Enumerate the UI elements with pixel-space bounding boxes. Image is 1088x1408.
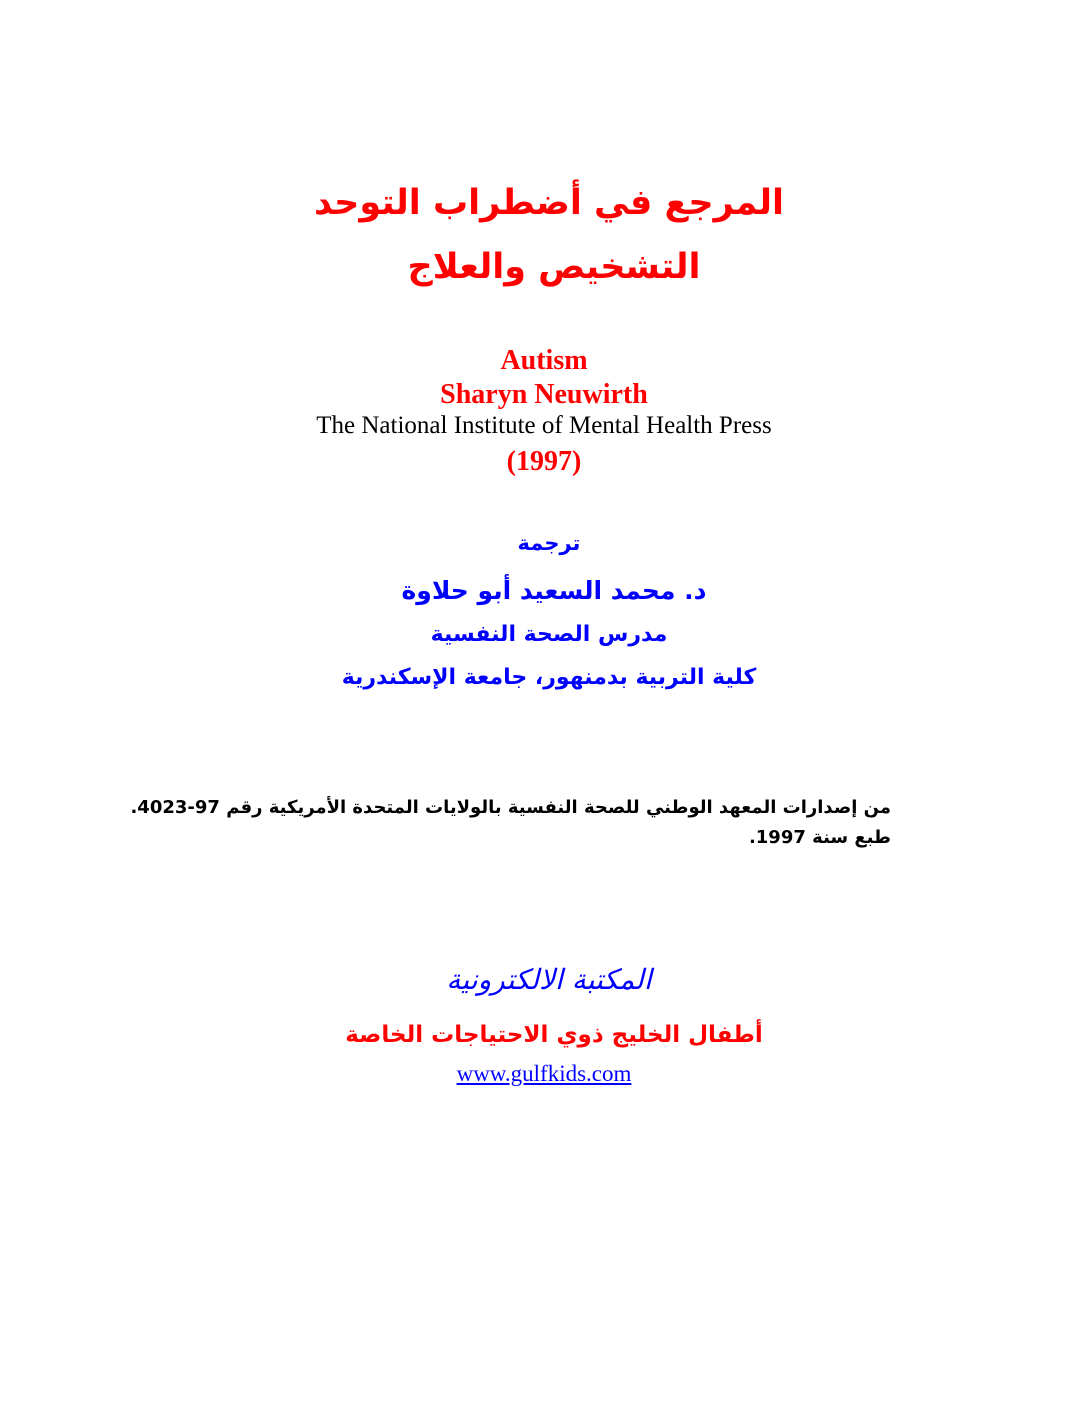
publication-year: (1997) xyxy=(506,446,582,477)
english-author: Sharyn Neuwirth xyxy=(440,379,648,410)
english-book-title: Autism xyxy=(500,345,588,376)
translator-affiliation: كلية التربية بدمنهور، جامعة الإسكندرية xyxy=(341,665,757,690)
translator-name: د. محمد السعيد أبو حلاوة xyxy=(401,576,707,605)
publication-note-line-1: من إصدارات المعهد الوطني للصحة النفسية بالولايات المتحدة الأمريكية رقم 97-4023. xyxy=(130,797,891,818)
translation-label: ترجمة xyxy=(517,531,581,555)
organization-name: أطفال الخليج ذوي الاحتياجات الخاصة xyxy=(345,1022,763,1048)
arabic-title-line-2: التشخيص والعلاج xyxy=(407,247,701,287)
website-link[interactable]: www.gulfkids.com xyxy=(456,1061,632,1086)
arabic-title-line-1: المرجع في أضطراب التوحد xyxy=(313,183,785,223)
english-publisher: The National Institute of Mental Health Press xyxy=(316,412,772,439)
translator-position: مدرس الصحة النفسية xyxy=(430,622,668,647)
publication-note-line-2: طبع سنة 1997. xyxy=(748,827,891,848)
electronic-library-label: المكتبة الالكترونية xyxy=(446,963,652,996)
